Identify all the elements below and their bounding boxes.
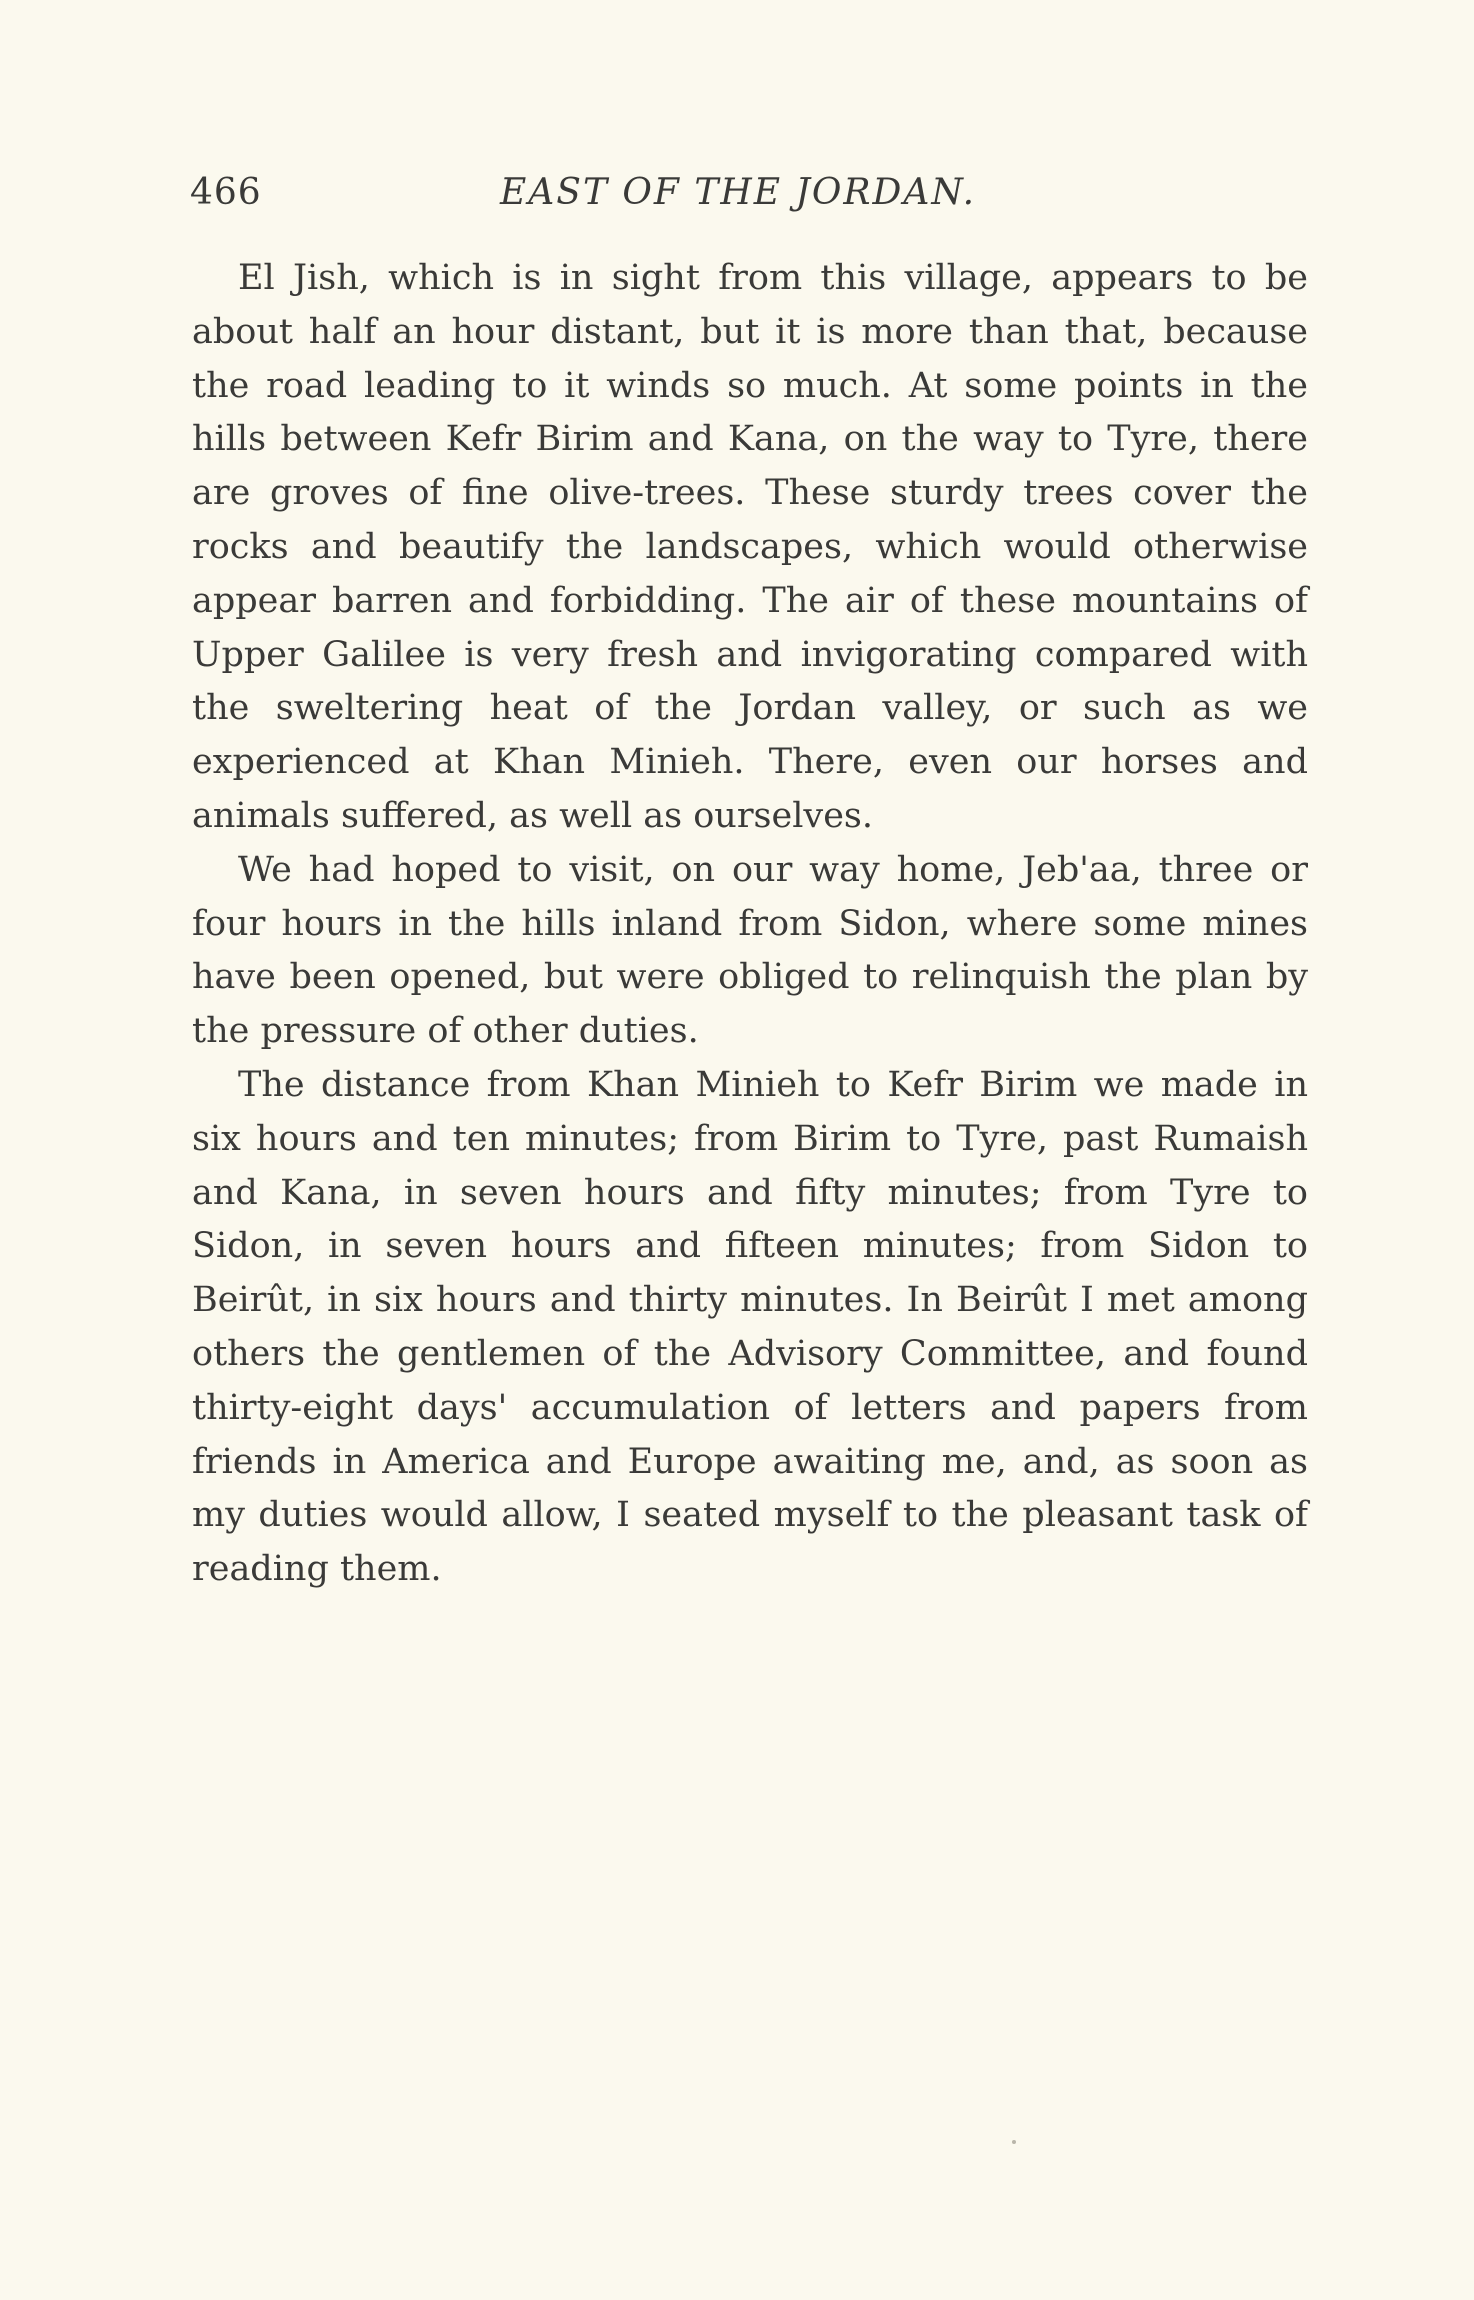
running-title: EAST OF THE JORDAN. [500, 172, 977, 213]
paragraph-3: The distance from Khan Minieh to Kefr Birim we made in six hours and ten minutes; from Birim to Tyre, past Rumaish and Kana, in seven hours and fifty minutes; from Tyre to Sidon, in seven hours and fifteen minutes; from Sidon to Beirût, in six hours and thirty minutes. In Beirût I met among others the gentlemen of the Advisory Committee, and found thirty-eight days' accumulation of letters and papers from friends in America and Europe awaiting me, and, as soon as my duties would allow, I seated myself to the pleasant task of reading them. [192, 1064, 1308, 1590]
page-number: 466 [190, 172, 262, 213]
stray-ink-mark [1012, 2140, 1016, 2144]
paragraph-2: We had hoped to visit, on our way home, Jeb'aa, three or four hours in the hills inland from Sidon, where some mines have been opened, but were obliged to relinquish the plan by the pressure of other duties. [192, 849, 1308, 1052]
page-header [190, 172, 1300, 222]
paragraph-1: El Jish, which is in sight from this village, appears to be about half an hour distant, but it is more than that, because the road leading to it winds so much. At some points in the hills between Kefr Birim and Kana, on the way to Tyre, there are groves of fine olive-trees. These sturdy trees cover the rocks and beautify the landscapes, which would otherwise appear barren and forbidding. The air of these mountains of Upper Galilee is very fresh and invigorating compared with the sweltering heat of the Jordan valley, or such as we experienced at Khan Minieh. There, even our horses and animals suffered, as well as ourselves. [192, 258, 1308, 836]
body-text [192, 252, 1308, 1597]
